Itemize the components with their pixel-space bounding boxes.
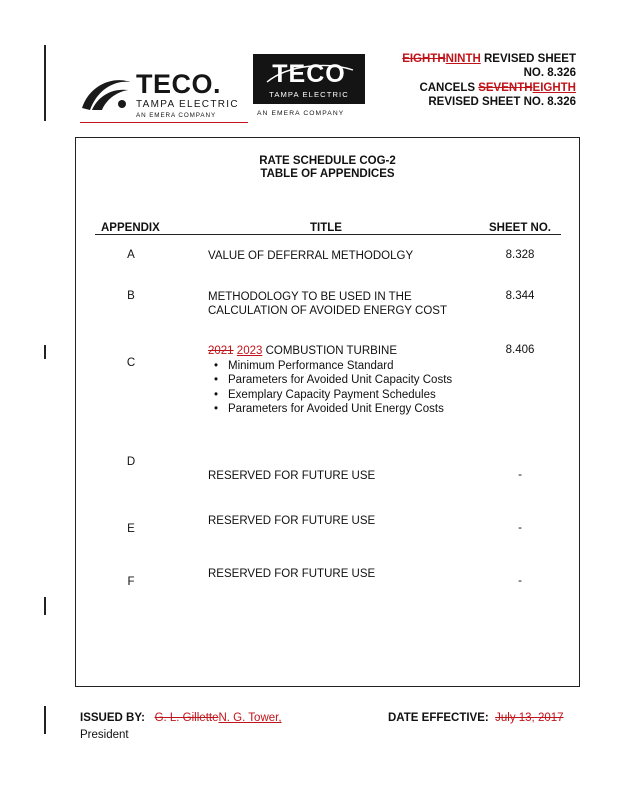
sheet-revision-header: EIGHTHNINTH REVISED SHEET NO. 8.326 CANCELS SEVENTHEIGHTH REVISED SHEET NO. 8.326 [402, 53, 576, 108]
sheet-number: NO. 8.326 [523, 67, 576, 80]
column-header-title: TITLE [310, 222, 342, 234]
appendix-sheet-number: 8.344 [505, 290, 535, 302]
issued-by [80, 712, 282, 724]
appendix-title: VALUE OF DEFERRAL METHODOLGY [208, 250, 414, 262]
appendix-letter: D [126, 456, 136, 468]
document-subtitle: TABLE OF APPENDICES [260, 168, 395, 180]
appendix-letter: A [127, 249, 135, 261]
logo-brand: TECO [272, 60, 346, 88]
appendix-c-bullet-list [212, 359, 452, 416]
appendix-title: RESERVED FOR FUTURE USE [208, 470, 376, 482]
teco-logo-new [253, 54, 365, 120]
deletion-underline [80, 122, 248, 123]
date-effective-label: DATE EFFECTIVE: [388, 712, 489, 724]
issued-by-label: ISSUED BY: [80, 712, 145, 724]
list-item: • Exemplary Capacity Payment Schedules [212, 388, 452, 402]
logo-parent: AN EMERA COMPANY [257, 110, 345, 117]
deleted-text: G. L. Gillette [154, 712, 219, 724]
revision-bar [44, 345, 46, 359]
deleted-text: July 13, 2017 [495, 712, 564, 724]
deleted-text: SEVENTH [478, 81, 533, 94]
logo-parent: AN EMERA COMPANY [136, 112, 217, 119]
date-effective [388, 712, 564, 724]
appendix-sheet-number: - [518, 575, 522, 587]
column-header-appendix: APPENDIX [101, 222, 160, 234]
appendix-title: METHODOLOGY TO BE USED IN THE CALCULATION OF AVOIDED ENERGY COST [208, 291, 447, 317]
appendix-sheet-number: 8.406 [505, 344, 535, 356]
appendix-title: RESERVED FOR FUTURE USE [208, 515, 376, 527]
logo-brand: TECO. [136, 69, 222, 99]
list-item: • Parameters for Avoided Unit Capacity Costs [212, 373, 452, 387]
inserted-text: 2023 [236, 345, 263, 357]
teco-swoosh-icon [80, 74, 132, 114]
appendix-sheet-number: - [518, 469, 522, 481]
inserted-text: NINTH [445, 53, 481, 65]
column-header-sheet: SHEET NO. [489, 222, 551, 234]
revision-bar [44, 45, 46, 121]
appendix-letter: B [127, 290, 135, 302]
issuer-role: President [80, 729, 129, 741]
teco-logo-old [80, 69, 250, 122]
appendix-title: 2021 2023 COMBUSTION TURBINE [208, 345, 397, 357]
logo-subtitle: TAMPA ELECTRIC [136, 99, 239, 110]
appendix-sheet-number: - [518, 522, 522, 534]
appendix-letter: C [126, 357, 136, 369]
revision-bar [44, 706, 46, 734]
appendix-title: RESERVED FOR FUTURE USE [208, 568, 376, 580]
list-item: • Minimum Performance Standard [212, 359, 452, 373]
document-title: RATE SCHEDULE COG-2 [259, 155, 396, 167]
appendix-letter: F [127, 576, 135, 588]
appendix-letter: E [127, 523, 135, 535]
deleted-text: 2021 [208, 345, 234, 357]
revision-bar [44, 597, 46, 615]
header-rule [95, 234, 561, 235]
appendix-sheet-number: 8.328 [505, 249, 535, 261]
inserted-text: N. G. Tower, [218, 712, 282, 724]
list-item: • Parameters for Avoided Unit Energy Costs [212, 402, 452, 416]
inserted-text: EIGHTH [532, 81, 576, 94]
deleted-text: EIGHTH [402, 53, 446, 65]
logo-subtitle: TAMPA ELECTRIC [269, 90, 349, 99]
